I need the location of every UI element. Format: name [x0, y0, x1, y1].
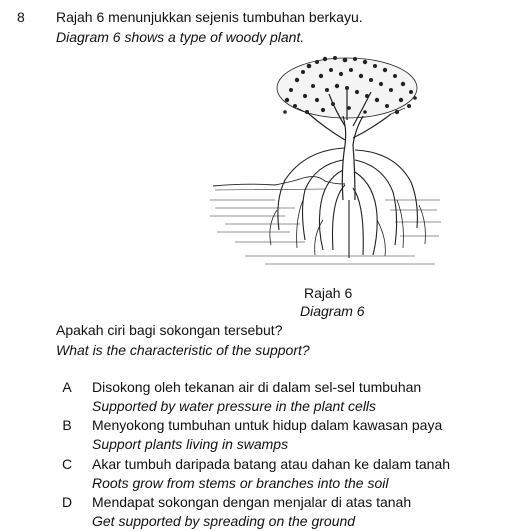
option-b-letter: B	[62, 417, 72, 433]
question-number: 8	[17, 9, 25, 25]
option-a-text-malay: Disokong oleh tekanan air di dalam sel-sel tumbuhan	[92, 379, 422, 395]
question-prompt-malay: Apakah ciri bagi sokongan tersebut?	[56, 322, 283, 338]
figure-caption-malay: Rajah 6	[304, 285, 353, 301]
option-c-text-malay: Akar tumbuh daripada batang atau dahan ke dalam tanah	[92, 456, 451, 472]
question-prompt-english: What is the characteristic of the support?	[56, 342, 310, 358]
option-d-text-malay: Mendapat sokongan dengan menjalar di atas tanah	[92, 494, 412, 510]
option-b-text-malay: Menyokong tumbuhan untuk hidup dalam kawasan paya	[92, 417, 443, 433]
option-c-letter: C	[61, 456, 73, 472]
option-c-text-english: Roots grow from stems or branches into the soil	[92, 475, 389, 491]
option-a-letter: A	[62, 379, 72, 395]
question-stem-english: Diagram 6 shows a type of woody plant.	[56, 29, 305, 45]
option-d-letter: D	[61, 494, 73, 510]
mangrove-tree-illustration	[205, 50, 445, 285]
option-d-text-english: Get supported by spreading on the ground	[92, 513, 356, 529]
option-b-text-english: Support plants living in swamps	[92, 436, 289, 452]
option-a-text-english: Supported by water pressure in the plant cells	[92, 398, 377, 414]
figure-caption-english: Diagram 6	[300, 303, 365, 319]
question-stem-malay: Rajah 6 menunjukkan sejenis tumbuhan berkayu.	[56, 9, 363, 25]
